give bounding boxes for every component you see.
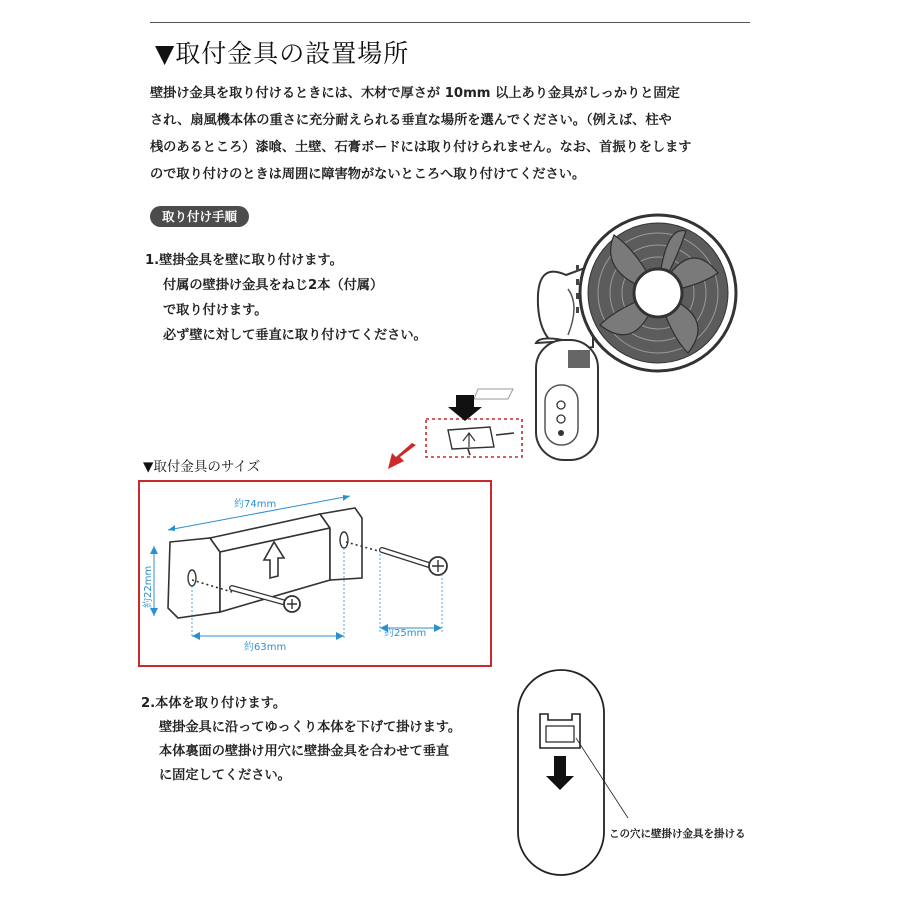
wall-fan-illustration (418, 195, 748, 465)
intro-line: 壁掛け金具を取り付けるときには、木材で厚さが 10mm 以上あり金具がしっかりと固定 (150, 86, 680, 101)
height-dimension-label: 約22mm (143, 565, 154, 608)
intro-line: ので取り付けのときは周囲に障害物がないところへ取り付けてください。 (150, 167, 586, 182)
step-1-heading: 1.壁掛金具を壁に取り付けます。 (145, 253, 343, 268)
step-2-line: 本体裏面の壁掛け用穴に壁掛金具を合わせて垂直 (159, 744, 450, 759)
intro-line: 桟のあるところ）漆喰、土壁、石膏ボードには取り付けられません。なお、首振りをします (150, 140, 692, 155)
hole-callout-label: この穴に壁掛け金具を掛ける (609, 828, 746, 840)
width-dimension-label: 約74mm (234, 499, 277, 510)
step-2-line: 壁掛金具に沿ってゆっくり本体を下げて掛けます。 (159, 720, 462, 735)
bracket-dimension-diagram (140, 482, 486, 661)
page-title: ▼取付金具の設置場所 (155, 39, 410, 68)
procedure-badge: 取り付け手順 (150, 206, 249, 227)
step-2-line: に固定してください。 (159, 768, 291, 783)
step-1-line: で取り付けます。 (163, 303, 268, 318)
step-2-heading: 2.本体を取り付けます。 (141, 696, 287, 711)
fan-back-panel-illustration (510, 668, 780, 883)
top-divider (150, 22, 750, 23)
intro-paragraph (150, 80, 762, 188)
hole-pitch-label: 約63mm (244, 642, 287, 653)
step-1-line: 付属の壁掛け金具をねじ2本（付属） (163, 278, 384, 293)
step-1-line: 必ず壁に対して垂直に取り付けてください。 (163, 328, 427, 343)
step-1 (145, 248, 427, 348)
intro-line: され、扇風機本体の重さに充分耐えられる垂直な場所を選んでください。（例えば、柱や (150, 113, 672, 128)
red-pointer-arrow-icon (384, 443, 420, 473)
screw-length-label: 約25mm (384, 628, 427, 639)
bracket-size-label: ▼取付金具のサイズ (143, 459, 261, 475)
step-2 (141, 692, 461, 788)
